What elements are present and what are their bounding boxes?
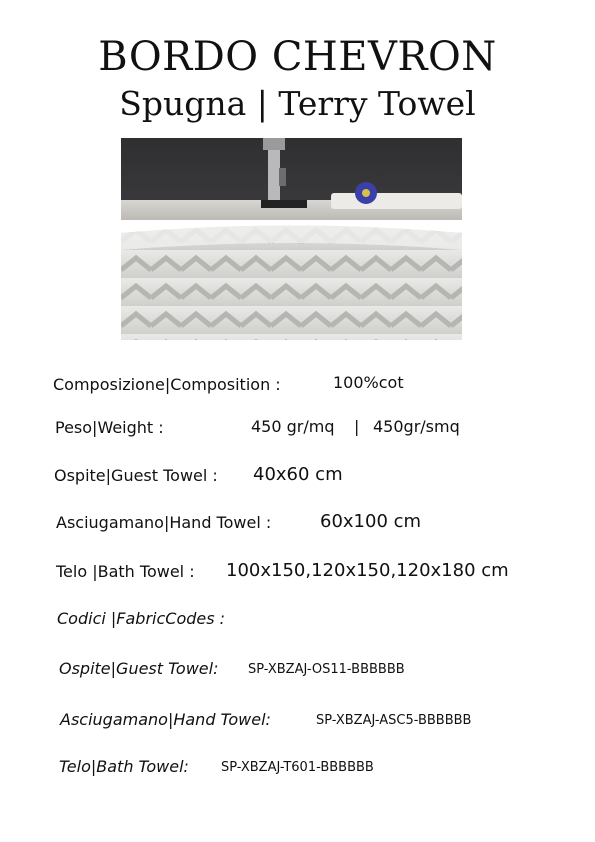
product-photo <box>121 138 462 340</box>
bath-size-row <box>56 560 509 581</box>
hand-size-row <box>56 511 422 532</box>
guest-size-value: 40x60 cm <box>253 464 343 485</box>
bath-size-value: 100x150,120x150,120x180 cm <box>226 560 509 581</box>
towel-sink-image <box>121 138 462 340</box>
hand-code-label: Asciugamano|Hand Towel: <box>60 710 271 729</box>
composition-row <box>53 373 404 394</box>
guest-code-value: SP-XBZAJ-OS11-BBBBBB <box>248 662 405 677</box>
weight-value-2: 450gr/smq <box>373 417 460 436</box>
hand-size-label: Asciugamano|Hand Towel : <box>56 513 272 532</box>
weight-label: Peso|Weight : <box>55 418 164 437</box>
bath-code-row <box>59 757 374 776</box>
product-subtitle: Spugna | Terry Towel <box>119 84 476 123</box>
hand-code-value: SP-XBZAJ-ASC5-BBBBBB <box>316 713 472 728</box>
guest-size-row <box>54 464 343 485</box>
codes-heading: Codici |FabricCodes : <box>57 609 226 628</box>
bath-code-label: Telo|Bath Towel: <box>59 757 189 776</box>
product-title: BORDO CHEVRON <box>98 34 497 80</box>
weight-row <box>55 417 460 437</box>
guest-size-label: Ospite|Guest Towel : <box>54 466 218 485</box>
bath-size-label: Telo |Bath Towel : <box>56 562 195 581</box>
guest-code-label: Ospite|Guest Towel: <box>59 659 219 678</box>
hand-code-row <box>60 710 472 729</box>
hand-size-value: 60x100 cm <box>320 511 422 532</box>
composition-label: Composizione|Composition : <box>53 375 281 394</box>
weight-separator: | <box>354 417 360 436</box>
bath-code-value: SP-XBZAJ-T601-BBBBBB <box>221 760 374 775</box>
guest-code-row <box>59 659 405 678</box>
weight-value-1: 450 gr/mq <box>251 417 335 436</box>
composition-value: 100%cot <box>333 373 404 392</box>
